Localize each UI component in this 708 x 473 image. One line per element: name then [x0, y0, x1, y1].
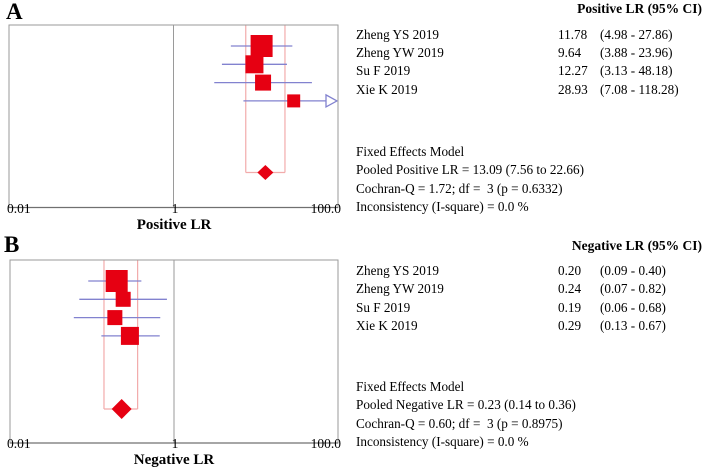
study-label: Xie K 2019: [356, 318, 418, 333]
x-axis-title: Positive LR: [136, 217, 212, 233]
x-tick-min: 0.01: [7, 201, 31, 216]
cochran-q-label: Cochran-Q = 1.72; df = 3 (p = 0.6332): [356, 181, 563, 196]
study-estimate: 28.93: [558, 82, 588, 97]
pooled-estimate-label: Pooled Positive LR = 13.09 (7.56 to 22.66): [356, 162, 584, 177]
study-label: Zheng YS 2019: [356, 27, 440, 42]
model-type-label: Fixed Effects Model: [356, 144, 465, 159]
study-ci: (0.09 - 0.40): [600, 263, 666, 278]
study-ci: (3.13 - 48.18): [600, 63, 673, 78]
study-label: Su F 2019: [356, 63, 411, 78]
study-label: Zheng YW 2019: [356, 45, 444, 60]
study-estimate: 0.19: [558, 300, 582, 315]
panel-b-letter: B: [4, 232, 20, 257]
study-estimate: 12.27: [558, 63, 588, 78]
panel-b-column-header: Negative LR (95% CI): [571, 238, 702, 253]
study-estimate: 0.20: [558, 263, 582, 278]
panel-a-letter: A: [6, 0, 23, 24]
study-label: Su F 2019: [356, 300, 411, 315]
pooled-estimate-label: Pooled Negative LR = 0.23 (0.14 to 0.36): [356, 397, 576, 412]
study-ci: (0.06 - 0.68): [600, 300, 666, 315]
study-ci: (3.88 - 23.96): [600, 45, 673, 60]
study-ci: (7.08 - 118.28): [600, 82, 679, 97]
study-ci: (0.13 - 0.67): [600, 318, 666, 333]
inconsistency-label: Inconsistency (I-square) = 0.0 %: [356, 199, 529, 214]
study-label: Zheng YS 2019: [356, 263, 440, 278]
study-ci: (0.07 - 0.82): [600, 281, 666, 296]
panel-a-column-header: Positive LR (95% CI): [577, 1, 702, 16]
inconsistency-label: Inconsistency (I-square) = 0.0 %: [356, 434, 529, 449]
cochran-q-label: Cochran-Q = 0.60; df = 3 (p = 0.8975): [356, 416, 563, 431]
study-label: Zheng YW 2019: [356, 281, 444, 296]
x-tick-min: 0.01: [7, 436, 31, 451]
study-estimate: 0.29: [558, 318, 582, 333]
study-ci: (4.98 - 27.86): [600, 27, 673, 42]
x-axis-title: Negative LR: [133, 452, 215, 468]
x-tick-mid: 1: [171, 201, 179, 216]
study-label: Xie K 2019: [356, 82, 418, 97]
x-tick-max: 100.0: [310, 201, 341, 216]
study-estimate: 0.24: [558, 281, 582, 296]
model-type-label: Fixed Effects Model: [356, 379, 465, 394]
study-estimate: 11.78: [558, 27, 588, 42]
x-tick-mid: 1: [171, 436, 179, 451]
x-tick-max: 100.0: [310, 436, 341, 451]
study-estimate: 9.64: [558, 45, 582, 60]
